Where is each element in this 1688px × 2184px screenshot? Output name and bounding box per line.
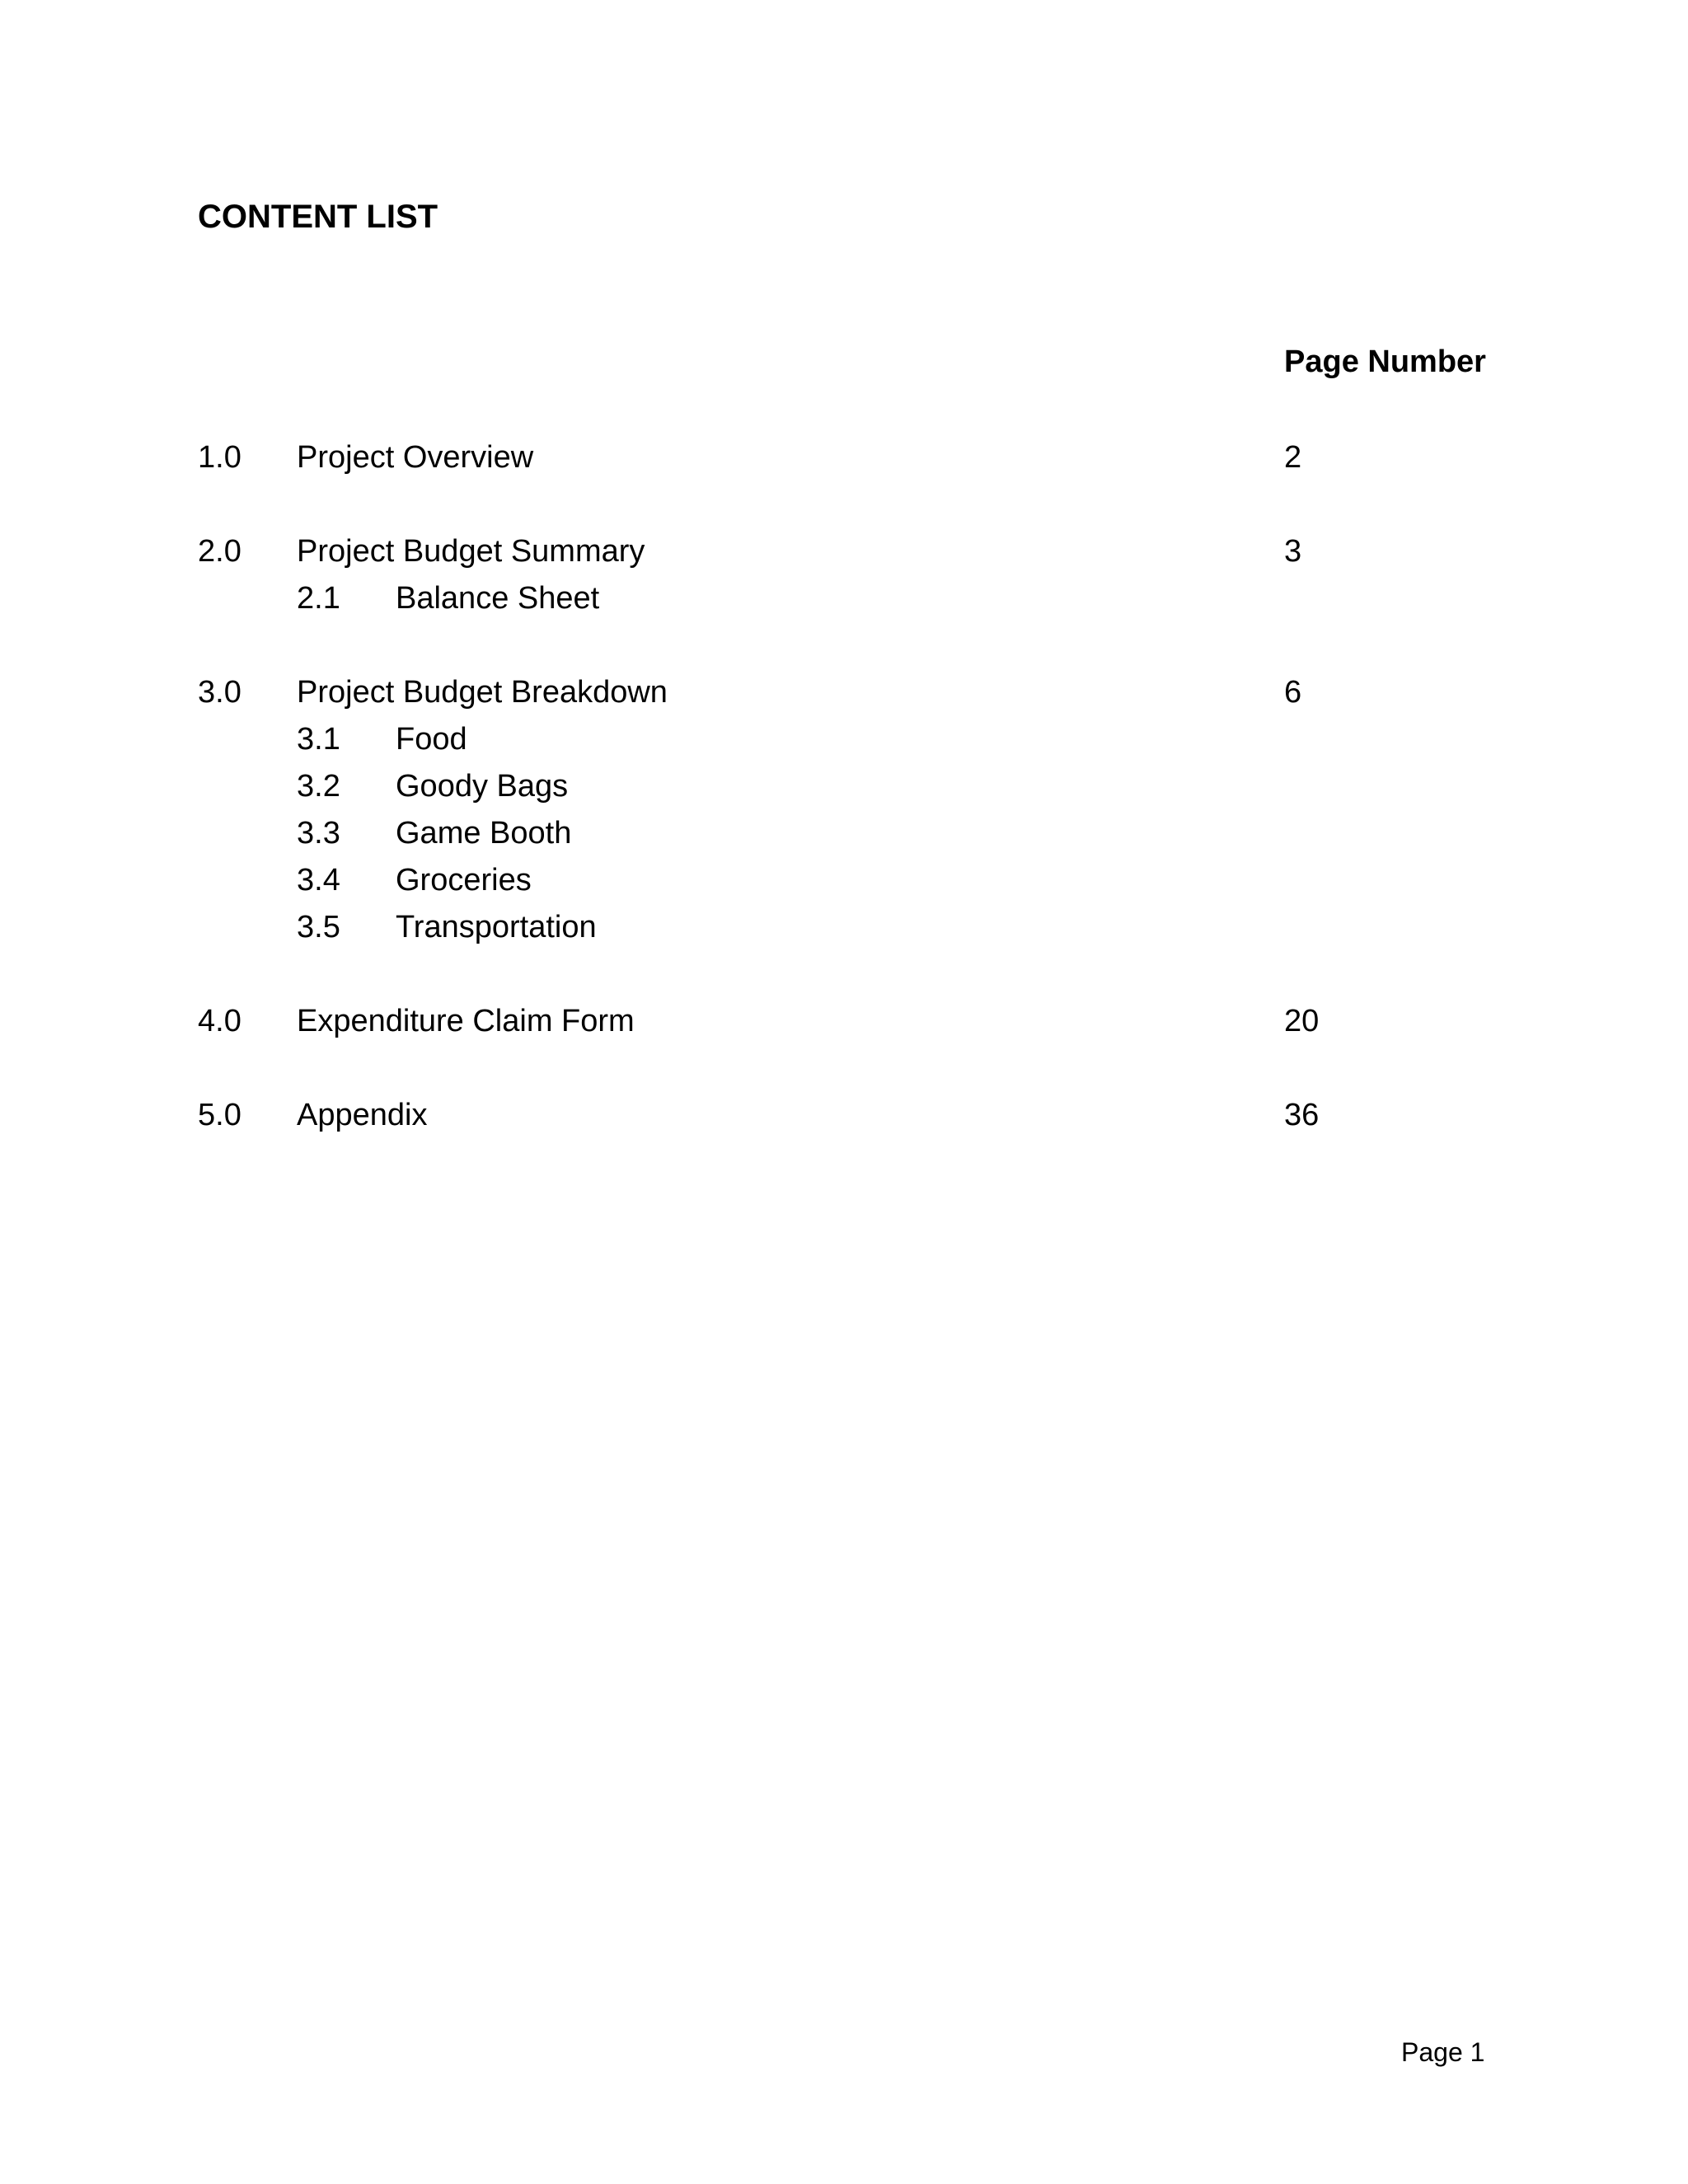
page-title: CONTENT LIST <box>198 199 438 235</box>
subsection-number: 3.3 <box>297 816 340 851</box>
subsection-number: 3.2 <box>297 769 340 804</box>
section-page-number: 2 <box>1284 440 1302 475</box>
toc-subentry <box>198 810 1484 857</box>
table-of-contents <box>198 434 1484 1186</box>
subsection-title: Balance Sheet <box>396 581 600 616</box>
section-title: Expenditure Claim Form <box>297 1004 635 1038</box>
toc-subentry <box>198 763 1484 810</box>
section-number: 4.0 <box>198 1004 241 1038</box>
subsection-number: 3.5 <box>297 910 340 944</box>
subsection-title: Goody Bags <box>396 769 569 804</box>
section-title: Project Overview <box>297 440 534 475</box>
section-number: 5.0 <box>198 1098 241 1132</box>
subsection-title: Game Booth <box>396 816 572 851</box>
section-page-number: 3 <box>1284 534 1302 569</box>
section-title: Project Budget Summary <box>297 534 645 569</box>
section-page-number: 6 <box>1284 675 1302 710</box>
subsection-title: Transportation <box>396 910 597 944</box>
section-number: 2.0 <box>198 534 241 569</box>
toc-subentry <box>198 716 1484 763</box>
toc-entry <box>198 1092 1484 1139</box>
subsection-number: 2.1 <box>297 581 340 616</box>
toc-entry <box>198 669 1484 716</box>
section-number: 3.0 <box>198 675 241 710</box>
toc-section-2 <box>198 528 1484 622</box>
subsection-number: 3.4 <box>297 863 340 898</box>
toc-entry <box>198 998 1484 1045</box>
toc-subentry <box>198 857 1484 904</box>
page-footer-number: Page 1 <box>1401 2037 1485 2067</box>
toc-section-3 <box>198 669 1484 951</box>
section-page-number: 20 <box>1284 1004 1320 1038</box>
page-number-column-header: Page Number <box>1284 344 1486 379</box>
section-page-number: 36 <box>1284 1098 1320 1132</box>
toc-entry <box>198 528 1484 575</box>
subsection-title: Groceries <box>396 863 532 898</box>
toc-section-1 <box>198 434 1484 481</box>
subsection-title: Food <box>396 722 467 757</box>
toc-section-4 <box>198 998 1484 1045</box>
toc-entry <box>198 434 1484 481</box>
toc-subentry <box>198 904 1484 951</box>
toc-subentry <box>198 575 1484 622</box>
section-title: Project Budget Breakdown <box>297 675 668 710</box>
subsection-number: 3.1 <box>297 722 340 757</box>
section-title: Appendix <box>297 1098 428 1132</box>
toc-section-5 <box>198 1092 1484 1139</box>
section-number: 1.0 <box>198 440 241 475</box>
